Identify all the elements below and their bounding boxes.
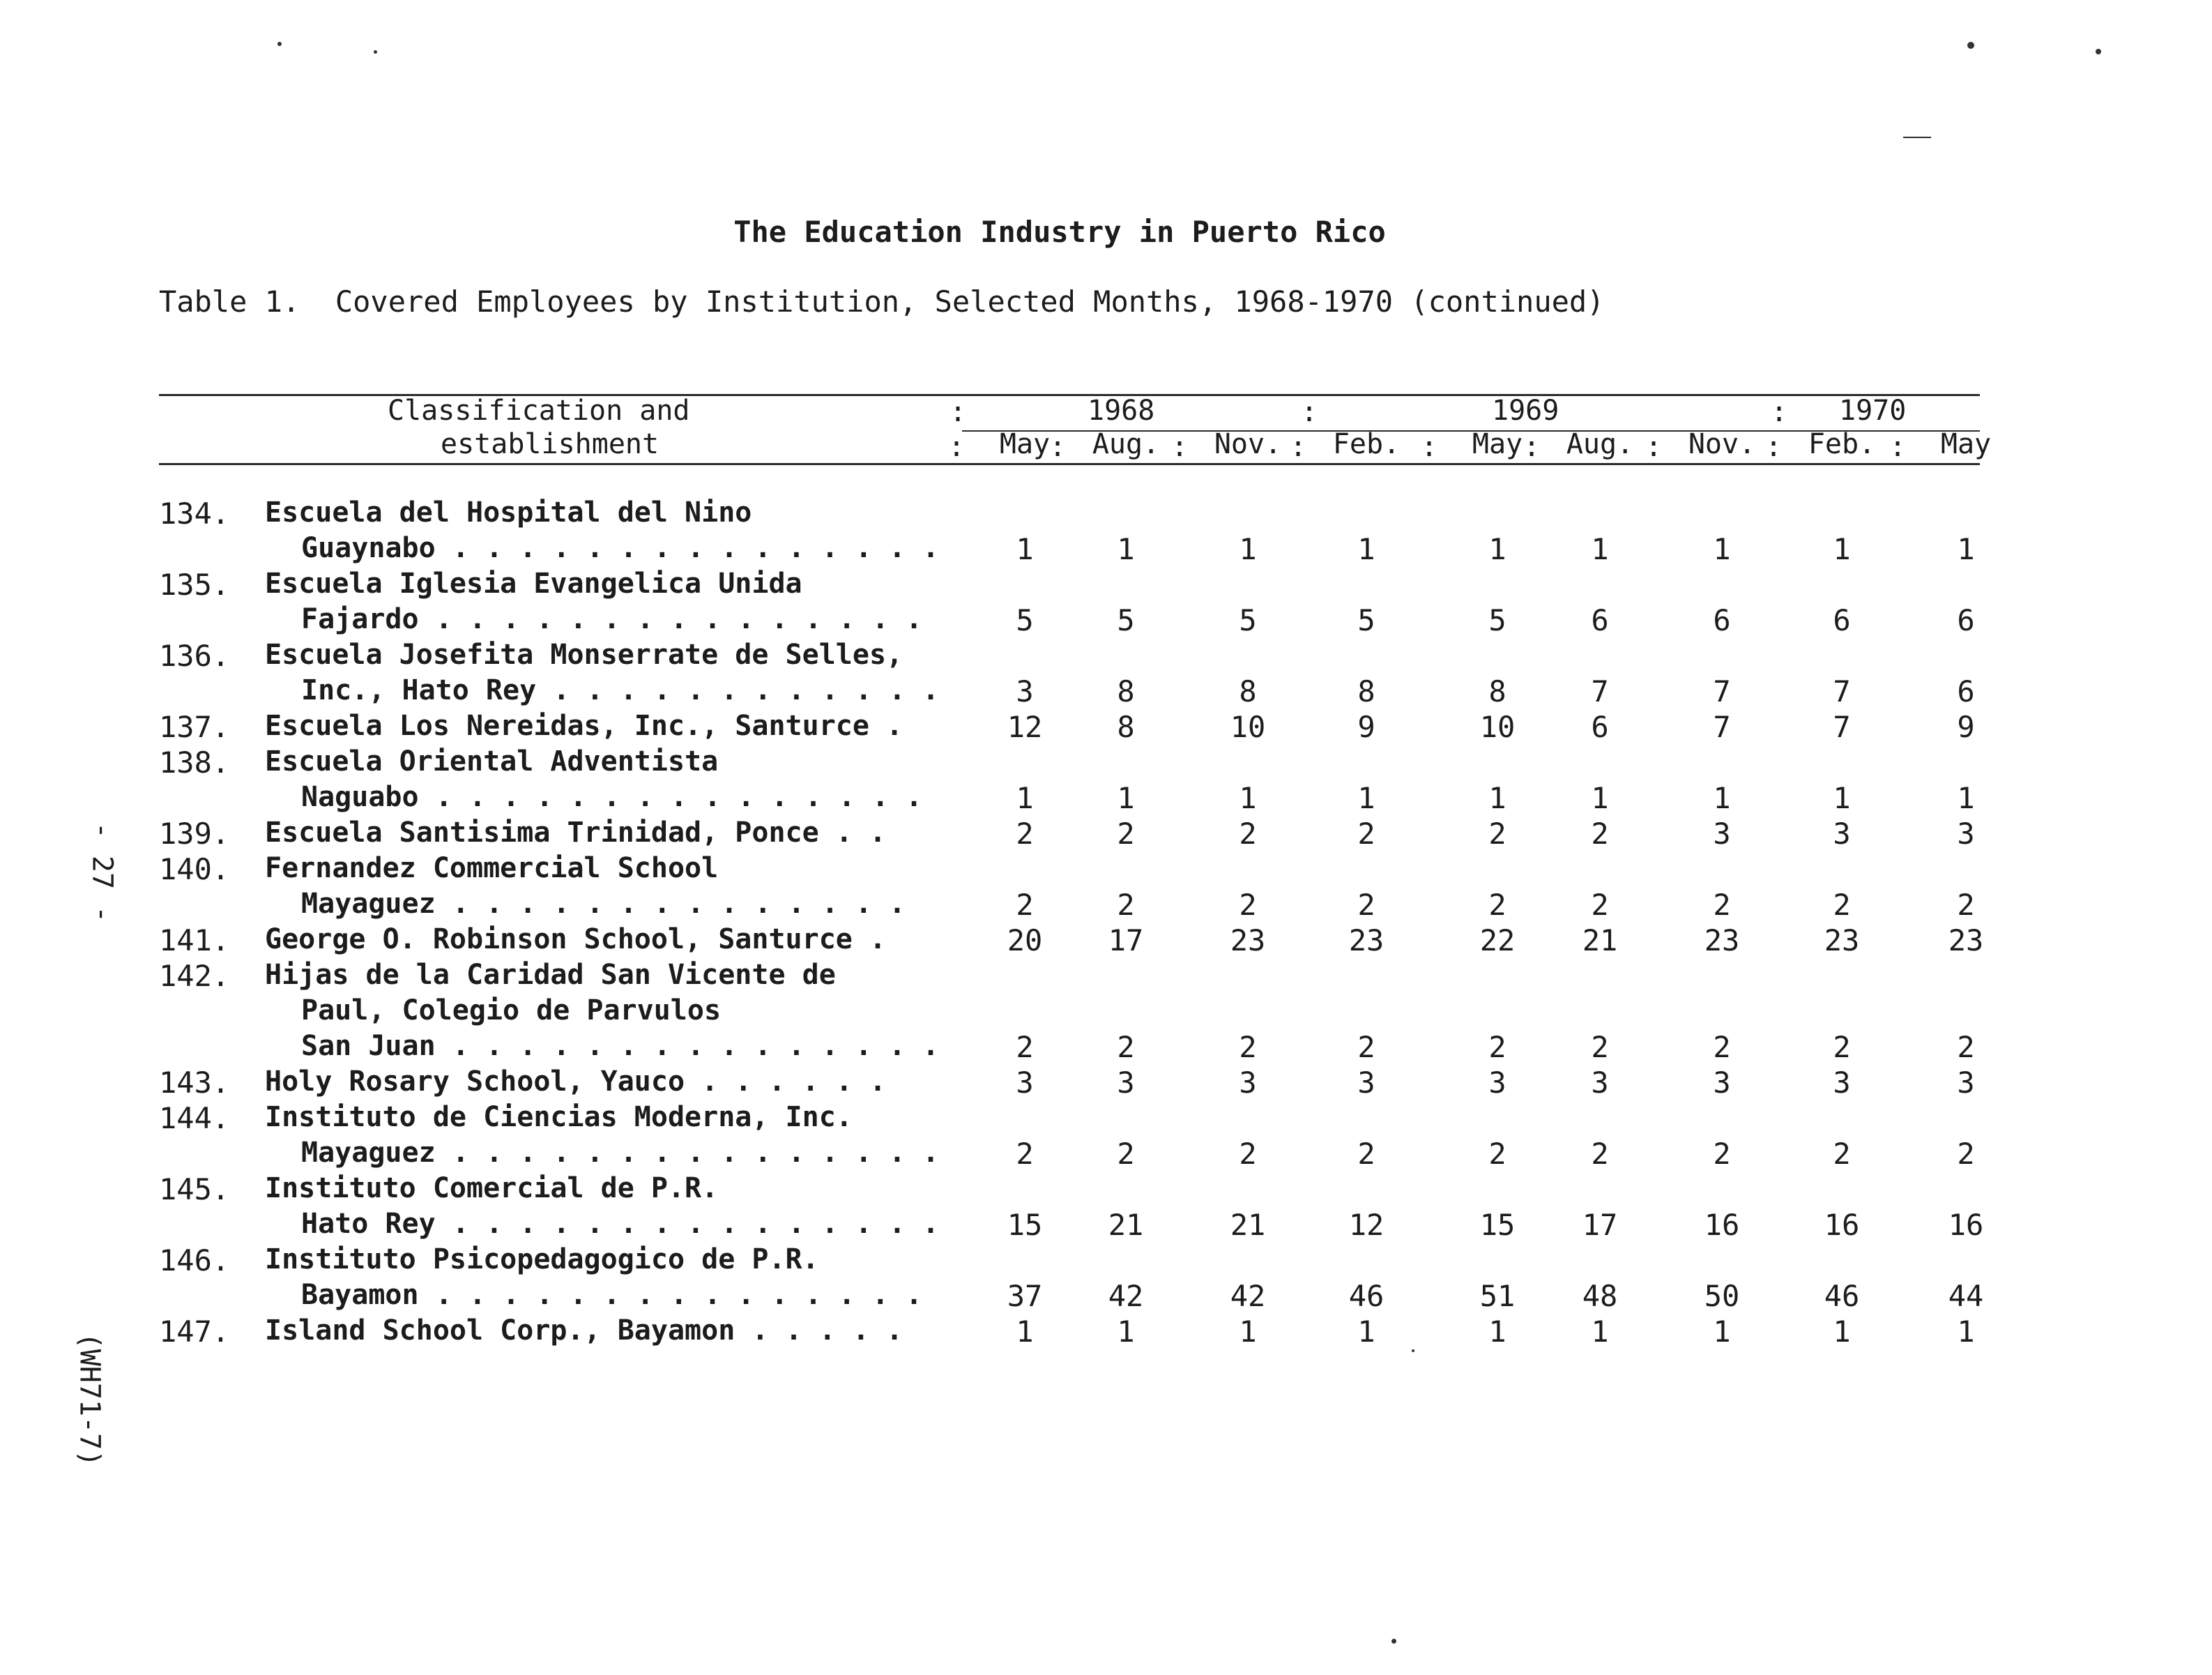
value-cell: 1 <box>1239 1314 1257 1349</box>
value-cell: 23 <box>1948 923 1984 957</box>
value-cell: 1 <box>1357 532 1375 566</box>
value-cell: 12 <box>1348 1208 1385 1242</box>
value-cell: 6 <box>1591 603 1609 637</box>
value-cell: 2 <box>1488 888 1507 922</box>
value-cell: 6 <box>1713 603 1731 637</box>
value-cell: 9 <box>1357 710 1375 744</box>
value-cell: 16 <box>1824 1208 1860 1242</box>
value-cell: 9 <box>1957 710 1975 744</box>
establishment-name: Instituto Psicopedagogico de P.R. <box>265 1243 819 1275</box>
value-cell: 2 <box>1488 817 1507 851</box>
establishment-name: Fajardo . . . . . . . . . . . . . . . <box>301 603 923 635</box>
row-number: 144. <box>159 1101 230 1135</box>
scan-speck <box>277 42 282 46</box>
value-cell: 2 <box>1239 817 1257 851</box>
month-separator: : <box>1171 431 1189 463</box>
value-cell: 46 <box>1824 1279 1860 1313</box>
value-cell: 6 <box>1957 674 1975 708</box>
value-cell: 10 <box>1230 710 1266 744</box>
establishment-name: Fernandez Commercial School <box>265 852 719 884</box>
month-separator: : <box>1049 431 1067 463</box>
row-number: 138. <box>159 745 230 780</box>
header-month-2: Nov. <box>1214 428 1282 460</box>
value-cell: 3 <box>1117 1066 1135 1100</box>
value-cell: 7 <box>1713 674 1731 708</box>
establishment-name: Instituto Comercial de P.R. <box>265 1172 719 1204</box>
value-cell: 2 <box>1957 1137 1975 1171</box>
value-cell: 2 <box>1357 888 1375 922</box>
value-cell: 21 <box>1108 1208 1144 1242</box>
value-cell: 6 <box>1833 603 1851 637</box>
value-cell: 1 <box>1016 781 1034 815</box>
header-year-1969: 1969 <box>1492 395 1559 427</box>
value-cell: 12 <box>1007 710 1043 744</box>
row-number: 137. <box>159 710 230 744</box>
value-cell: 23 <box>1230 923 1266 957</box>
header-year-1970: 1970 <box>1839 395 1907 427</box>
row-number: 134. <box>159 497 230 531</box>
value-cell: 1 <box>1713 532 1731 566</box>
value-cell: 2 <box>1713 1137 1731 1171</box>
row-number: 139. <box>159 817 230 851</box>
value-cell: 2 <box>1488 1030 1507 1064</box>
value-cell: 1 <box>1957 1314 1975 1349</box>
row-number: 147. <box>159 1314 230 1349</box>
value-cell: 15 <box>1007 1208 1043 1242</box>
header-month-0: May <box>999 428 1051 460</box>
header-month-1: Aug. <box>1092 428 1160 460</box>
value-cell: 3 <box>1833 817 1851 851</box>
value-cell: 2 <box>1591 1030 1609 1064</box>
value-cell: 2 <box>1357 817 1375 851</box>
value-cell: 2 <box>1591 1137 1609 1171</box>
value-cell: 3 <box>1016 1066 1034 1100</box>
value-cell: 20 <box>1007 923 1043 957</box>
establishment-name: Escuela del Hospital del Nino <box>265 497 752 529</box>
value-cell: 2 <box>1117 888 1135 922</box>
value-cell: 23 <box>1824 923 1860 957</box>
value-cell: 48 <box>1582 1279 1618 1313</box>
establishment-name: Mayaguez . . . . . . . . . . . . . . <box>301 888 906 920</box>
establishment-name: Island School Corp., Bayamon . . . . . <box>265 1314 903 1347</box>
establishment-name: Naguabo . . . . . . . . . . . . . . . <box>301 781 923 813</box>
value-cell: 2 <box>1016 1137 1034 1171</box>
value-cell: 1 <box>1357 1314 1375 1349</box>
header-month-3: Feb. <box>1332 428 1401 460</box>
scan-speck <box>1967 42 1974 49</box>
row-number: 135. <box>159 568 230 602</box>
header-classification-line2: establishment <box>441 428 659 460</box>
value-cell: 2 <box>1591 888 1609 922</box>
value-cell: 17 <box>1108 923 1144 957</box>
establishment-name: San Juan . . . . . . . . . . . . . . . <box>301 1030 940 1062</box>
value-cell: 3 <box>1488 1066 1507 1100</box>
header-classification-line1: Classification and <box>388 395 690 427</box>
value-cell: 8 <box>1117 674 1135 708</box>
header-month-5: Aug. <box>1566 428 1634 460</box>
row-number: 141. <box>159 923 230 957</box>
value-cell: 1 <box>1488 781 1507 815</box>
value-cell: 1 <box>1117 781 1135 815</box>
value-cell: 2 <box>1239 888 1257 922</box>
month-separator: : <box>1523 431 1541 463</box>
header-month-7: Feb. <box>1808 428 1876 460</box>
value-cell: 3 <box>1713 1066 1731 1100</box>
value-cell: 46 <box>1348 1279 1385 1313</box>
value-cell: 2 <box>1357 1137 1375 1171</box>
value-cell: 1 <box>1833 532 1851 566</box>
value-cell: 3 <box>1833 1066 1851 1100</box>
establishment-name: Escuela Oriental Adventista <box>265 745 719 778</box>
month-separator: : <box>1645 431 1663 463</box>
value-cell: 1 <box>1591 1314 1609 1349</box>
value-cell: 2 <box>1833 1030 1851 1064</box>
establishment-name: Hato Rey . . . . . . . . . . . . . . . <box>301 1208 940 1240</box>
value-cell: 3 <box>1239 1066 1257 1100</box>
year-separator: : <box>1771 396 1788 428</box>
value-cell: 23 <box>1348 923 1385 957</box>
value-cell: 16 <box>1948 1208 1984 1242</box>
value-cell: 21 <box>1582 923 1618 957</box>
value-cell: 51 <box>1479 1279 1516 1313</box>
value-cell: 6 <box>1591 710 1609 744</box>
value-cell: 15 <box>1479 1208 1516 1242</box>
establishment-name: Instituto de Ciencias Moderna, Inc. <box>265 1101 853 1133</box>
value-cell: 1 <box>1957 532 1975 566</box>
value-cell: 1 <box>1713 1314 1731 1349</box>
row-number: 143. <box>159 1066 230 1100</box>
header-bottom-rule <box>159 463 1980 465</box>
value-cell: 7 <box>1713 710 1731 744</box>
value-cell: 2 <box>1117 1137 1135 1171</box>
value-cell: 1 <box>1239 781 1257 815</box>
value-cell: 2 <box>1713 888 1731 922</box>
value-cell: 1 <box>1016 532 1034 566</box>
value-cell: 2 <box>1117 817 1135 851</box>
scan-speck <box>2096 49 2101 54</box>
value-cell: 1 <box>1591 532 1609 566</box>
value-cell: 2 <box>1488 1137 1507 1171</box>
establishment-name: Escuela Santisima Trinidad, Ponce . . <box>265 817 887 849</box>
value-cell: 1 <box>1713 781 1731 815</box>
row-number: 140. <box>159 852 230 886</box>
establishment-name: Escuela Josefita Monserrate de Selles, <box>265 639 903 671</box>
scan-speck <box>374 50 377 54</box>
establishment-name: Guaynabo . . . . . . . . . . . . . . . <box>301 532 940 564</box>
establishment-name: Escuela Iglesia Evangelica Unida <box>265 568 802 600</box>
page-number: - 27 - <box>86 821 119 923</box>
value-cell: 8 <box>1488 674 1507 708</box>
value-cell: 2 <box>1713 1030 1731 1064</box>
header-month-8: May <box>1940 428 1992 460</box>
table-caption: Table 1. Covered Employees by Institution, Selected Months, 1968-1970 (continued) <box>159 285 1605 319</box>
value-cell: 3 <box>1591 1066 1609 1100</box>
value-cell: 2 <box>1591 817 1609 851</box>
value-cell: 7 <box>1833 710 1851 744</box>
value-cell: 1 <box>1957 781 1975 815</box>
value-cell: 2 <box>1239 1137 1257 1171</box>
value-cell: 1 <box>1239 532 1257 566</box>
scan-speck <box>1391 1639 1396 1644</box>
document-code: (WH71-7) <box>73 1332 106 1467</box>
value-cell: 22 <box>1479 923 1516 957</box>
value-cell: 8 <box>1357 674 1375 708</box>
value-cell: 3 <box>1957 1066 1975 1100</box>
year-separator: : <box>949 396 967 428</box>
value-cell: 2 <box>1957 888 1975 922</box>
establishment-name: Escuela Los Nereidas, Inc., Santurce . <box>265 710 903 742</box>
establishment-name: Mayaguez . . . . . . . . . . . . . . . <box>301 1137 940 1169</box>
value-cell: 6 <box>1957 603 1975 637</box>
value-cell: 2 <box>1016 888 1034 922</box>
value-cell: 2 <box>1016 1030 1034 1064</box>
value-cell: 2 <box>1117 1030 1135 1064</box>
value-cell: 7 <box>1591 674 1609 708</box>
value-cell: 5 <box>1239 603 1257 637</box>
value-cell: 5 <box>1357 603 1375 637</box>
value-cell: 17 <box>1582 1208 1618 1242</box>
row-number: 142. <box>159 959 230 993</box>
header-month-6: Nov. <box>1688 428 1756 460</box>
establishment-name: Paul, Colegio de Parvulos <box>301 994 722 1026</box>
value-cell: 8 <box>1239 674 1257 708</box>
value-cell: 2 <box>1016 817 1034 851</box>
value-cell: 1 <box>1357 781 1375 815</box>
month-separator: : <box>1290 431 1307 463</box>
value-cell: 16 <box>1704 1208 1740 1242</box>
value-cell: 3 <box>1357 1066 1375 1100</box>
value-cell: 50 <box>1704 1279 1740 1313</box>
establishment-name: Bayamon . . . . . . . . . . . . . . . <box>301 1279 923 1311</box>
value-cell: 3 <box>1016 674 1034 708</box>
value-cell: 1 <box>1117 1314 1135 1349</box>
establishment-name: Inc., Hato Rey . . . . . . . . . . . . <box>301 674 940 706</box>
value-cell: 1 <box>1117 532 1135 566</box>
month-separator: : <box>1889 431 1907 463</box>
month-separator: : <box>1421 431 1438 463</box>
scan-dash <box>1903 137 1931 138</box>
value-cell: 42 <box>1230 1279 1266 1313</box>
value-cell: 8 <box>1117 710 1135 744</box>
value-cell: 2 <box>1833 1137 1851 1171</box>
establishment-name: Hijas de la Caridad San Vicente de <box>265 959 836 991</box>
value-cell: 2 <box>1957 1030 1975 1064</box>
value-cell: 42 <box>1108 1279 1144 1313</box>
value-cell: 23 <box>1704 923 1740 957</box>
scan-speck <box>1412 1349 1414 1352</box>
value-cell: 1 <box>1488 532 1507 566</box>
month-separator: : <box>948 431 966 463</box>
value-cell: 3 <box>1713 817 1731 851</box>
row-number: 136. <box>159 639 230 673</box>
value-cell: 1 <box>1833 781 1851 815</box>
month-separator: : <box>1765 431 1783 463</box>
row-number: 146. <box>159 1243 230 1278</box>
value-cell: 1 <box>1591 781 1609 815</box>
page-title: The Education Industry in Puerto Rico <box>733 215 1386 249</box>
value-cell: 5 <box>1016 603 1034 637</box>
value-cell: 1 <box>1016 1314 1034 1349</box>
header-month-4: May <box>1472 428 1523 460</box>
value-cell: 1 <box>1833 1314 1851 1349</box>
value-cell: 44 <box>1948 1279 1984 1313</box>
value-cell: 10 <box>1479 710 1516 744</box>
value-cell: 21 <box>1230 1208 1266 1242</box>
value-cell: 3 <box>1957 817 1975 851</box>
row-number: 145. <box>159 1172 230 1206</box>
establishment-name: Holy Rosary School, Yauco . . . . . . <box>265 1066 887 1098</box>
value-cell: 5 <box>1488 603 1507 637</box>
value-cell: 1 <box>1488 1314 1507 1349</box>
value-cell: 5 <box>1117 603 1135 637</box>
value-cell: 2 <box>1357 1030 1375 1064</box>
value-cell: 37 <box>1007 1279 1043 1313</box>
value-cell: 2 <box>1239 1030 1257 1064</box>
value-cell: 2 <box>1833 888 1851 922</box>
establishment-name: George O. Robinson School, Santurce . <box>265 923 887 955</box>
value-cell: 7 <box>1833 674 1851 708</box>
year-separator: : <box>1301 396 1318 428</box>
header-year-1968: 1968 <box>1088 395 1155 427</box>
